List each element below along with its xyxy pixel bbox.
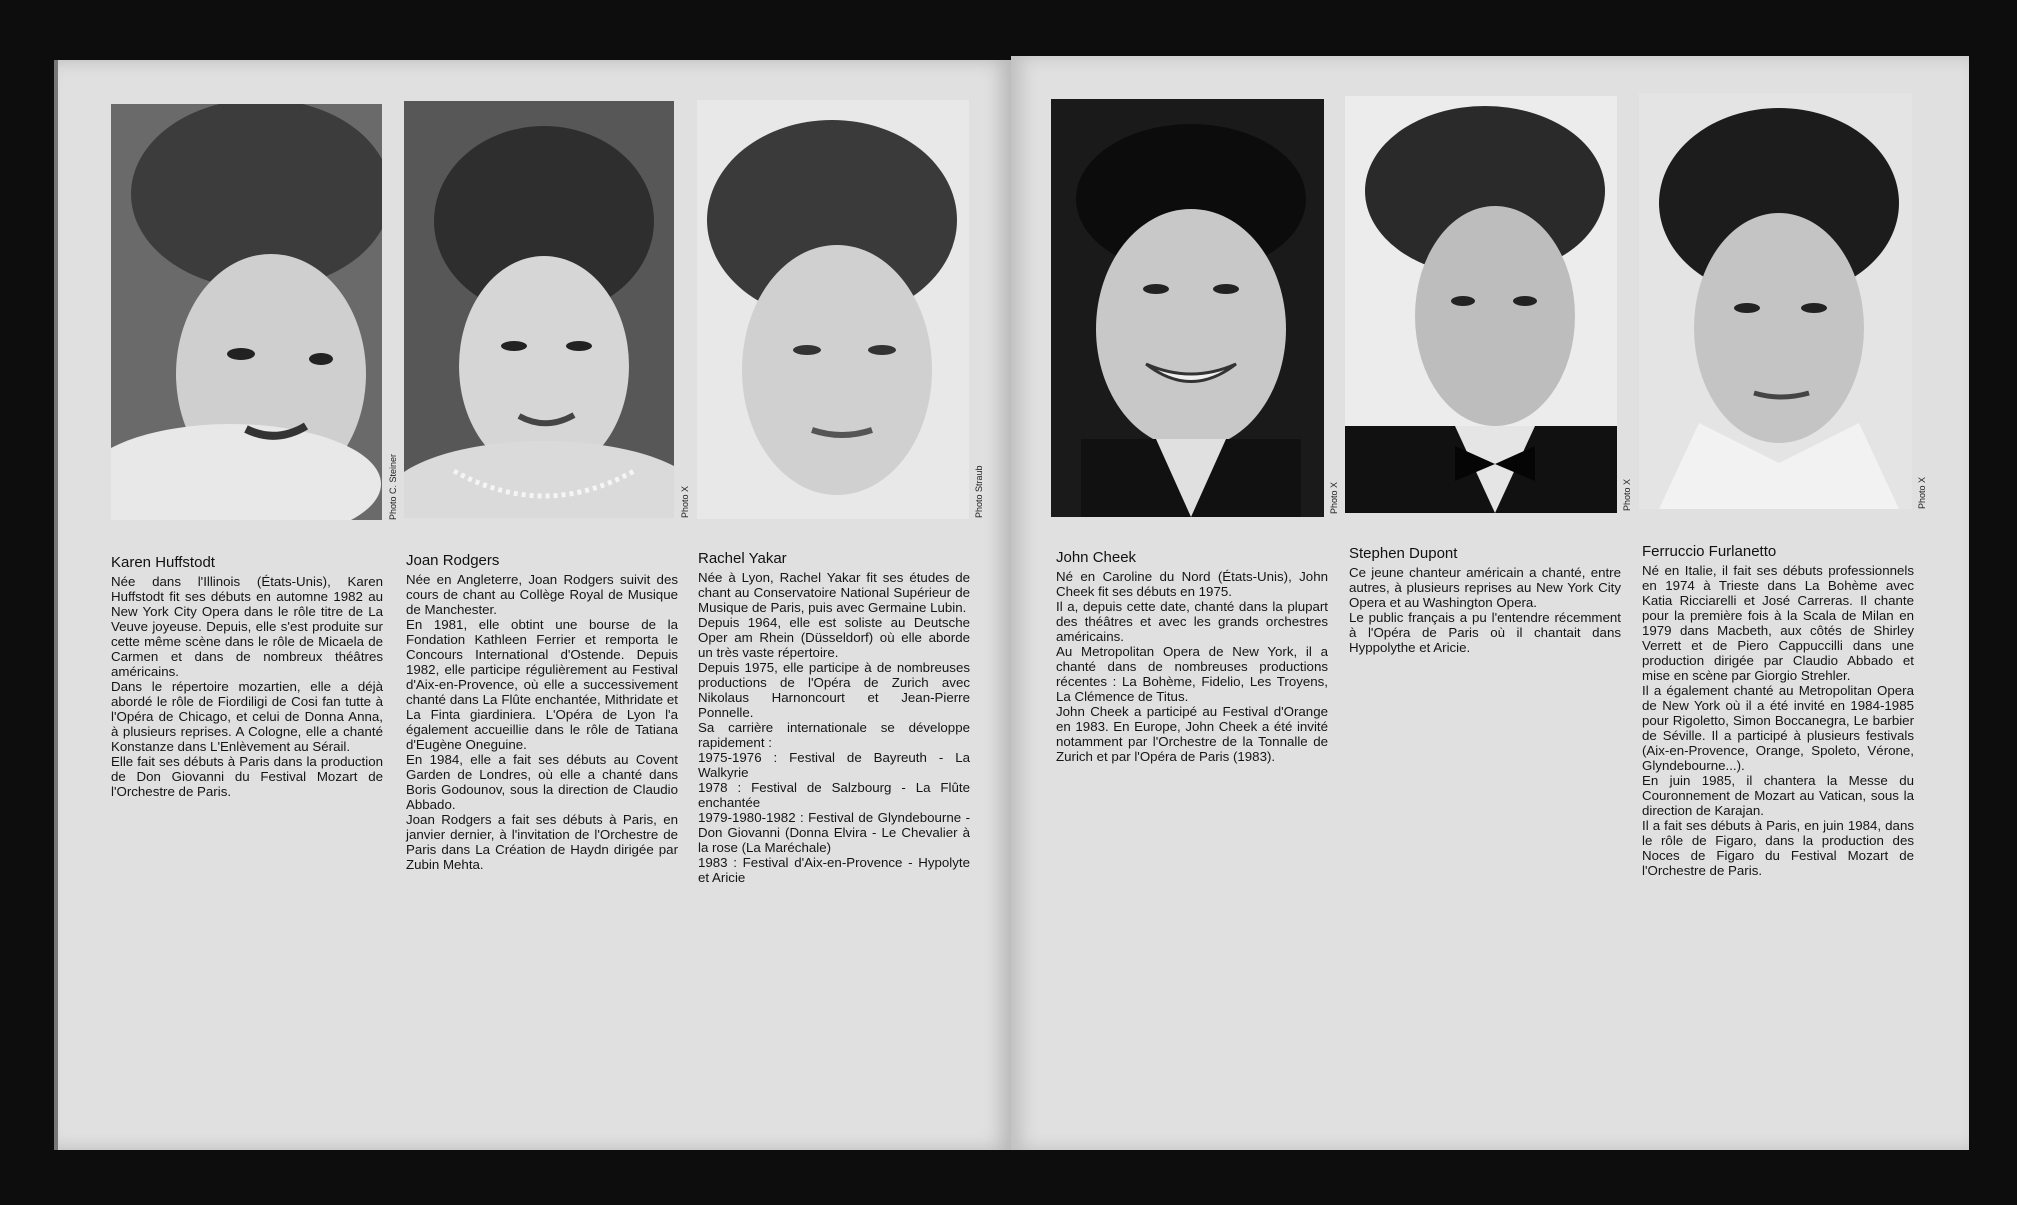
- artist-name-rachel-yakar: Rachel Yakar: [698, 550, 787, 567]
- artist-bio-joan-rodgers: [406, 572, 678, 872]
- bio-paragraph: Il a également chanté au Metropolitan Opera de New York où il a été invité en 1984-1985 pour Rigoletto, Simon Boccanegra, Le barbier de Séville. Il a participé à plusieurs festivals (Aix-en-Provence, Orange, Spoleto, Vérone, Glyndebourne...).: [1642, 683, 1914, 773]
- bio-paragraph: 1978 : Festival de Salzbourg - La Flûte enchantée: [698, 780, 970, 810]
- photo-credit-rachel-yakar: Photo X: [680, 485, 690, 518]
- bio-paragraph: En 1981, elle obtint une bourse de la Fondation Kathleen Ferrier et remporta le Concours International d'Ostende. Depuis 1982, elle participe régulièrement au Festival d'Aix-en-Provence, où elle a successivement chanté dans La Flûte enchantée, Mithridate et La Finta giardiniera. L'Opéra de Lyon l'a également accueillie dans le rôle de Tatiana d'Eugène Oneguine.: [406, 617, 678, 752]
- photo-credit-joan-rodgers: Photo C. Steiner: [388, 453, 398, 520]
- bio-paragraph: 1975-1976 : Festival de Bayreuth - La Walkyrie: [698, 750, 970, 780]
- bio-paragraph: En juin 1985, il chantera la Messe du Couronnement de Mozart au Vatican, sous la direction de Karajan.: [1642, 773, 1914, 818]
- bio-paragraph: 1979-1980-1982 : Festival de Glyndebourne - Don Giovanni (Donna Elvira - Le Chevalier à la rose (La Maréchale): [698, 810, 970, 855]
- portrait-photo-john-cheek: [1051, 99, 1324, 517]
- photo-credit-extra: Photo X: [1917, 476, 1927, 509]
- portrait-photo-rachel-yakar: [697, 100, 969, 519]
- bio-paragraph: Née à Lyon, Rachel Yakar fit ses études de chant au Conservatoire National Supérieur de Musique de Paris, puis avec Germaine Lubin.: [698, 570, 970, 615]
- bio-paragraph: Née en Angleterre, Joan Rodgers suivit des cours de chant au Collège Royal de Musique de Manchester.: [406, 572, 678, 617]
- bio-paragraph: Le public français a pu l'entendre récemment à l'Opéra de Paris où il chantait dans Hyppolythe et Aricie.: [1349, 610, 1621, 655]
- artist-name-john-cheek: John Cheek: [1056, 549, 1137, 566]
- photo-credit-stephen-dupont: Photo X: [1329, 481, 1339, 514]
- bio-paragraph: Elle fait ses débuts à Paris dans la production de Don Giovanni du Festival Mozart de l'Orchestre de Paris.: [111, 754, 383, 799]
- bio-paragraph: Né en Caroline du Nord (États-Unis), John Cheek fit ses débuts en 1975.: [1056, 569, 1328, 599]
- artist-name-joan-rodgers: Joan Rodgers: [406, 552, 500, 569]
- bio-paragraph: Il a fait ses débuts à Paris, en juin 1984, dans le rôle de Figaro, dans la production des Noces de Figaro du Festival Mozart de l'Orchestre de Paris.: [1642, 818, 1914, 878]
- artist-name-karen-huffstodt: Karen Huffstodt: [111, 554, 215, 571]
- artist-name-stephen-dupont: Stephen Dupont: [1349, 545, 1458, 562]
- bio-paragraph: John Cheek a participé au Festival d'Orange en 1983. En Europe, John Cheek a été invité notamment par l'Orchestre de la Tonnalle de Zurich et par l'Opéra de Paris (1983).: [1056, 704, 1328, 764]
- bio-paragraph: Il a, depuis cette date, chanté dans la plupart des théâtres et avec les grands orchestres américains.: [1056, 599, 1328, 644]
- bio-paragraph: Sa carrière internationale se développe rapidement :: [698, 720, 970, 750]
- portrait-photo-ferruccio-furlanetto: [1639, 93, 1912, 509]
- photo-credit-ferruccio-furlanetto: Photo X: [1622, 478, 1632, 511]
- artist-bio-john-cheek: [1056, 569, 1328, 764]
- artist-bio-karen-huffstodt: [111, 574, 383, 799]
- bio-paragraph: Ce jeune chanteur américain a chanté, entre autres, à plusieurs reprises au New York City Opera et au Washington Opera.: [1349, 565, 1621, 610]
- photo-credit-john-cheek: Photo Straub: [974, 465, 984, 518]
- artist-bio-ferruccio-furlanetto: [1642, 563, 1914, 878]
- bio-paragraph: En 1984, elle a fait ses débuts au Covent Garden de Londres, où elle a chanté dans Boris Godounov, sous la direction de Claudio Abbado.: [406, 752, 678, 812]
- bio-paragraph: Joan Rodgers a fait ses débuts à Paris, en janvier dernier, à l'invitation de l'Orchestre de Paris dans La Création de Haydn dirigée par Zubin Mehta.: [406, 812, 678, 872]
- bio-paragraph: Au Metropolitan Opera de New York, il a chanté dans de nombreuses productions récentes : La Bohème, Fidelio, Les Troyens, La Clémence de Titus.: [1056, 644, 1328, 704]
- portrait-photo-karen-huffstodt: [111, 104, 382, 520]
- artist-bio-rachel-yakar: [698, 570, 970, 885]
- portrait-photo-joan-rodgers: [404, 101, 674, 518]
- bio-paragraph: Née dans l'Illinois (États-Unis), Karen Huffstodt fit ses débuts en automne 1982 au New York City Opera dans le rôle titre de La Veuve joyeuse. Depuis, elle s'est produite sur cette même scène dans le rôle de Micaela de Carmen et dans de nombreux théâtres américains.: [111, 574, 383, 679]
- bio-paragraph: 1983 : Festival d'Aix-en-Provence - Hypolyte et Aricie: [698, 855, 970, 885]
- bio-paragraph: Depuis 1975, elle participe à de nombreuses productions de l'Opéra de Zurich avec Nikolaus Harnoncourt et Jean-Pierre Ponnelle.: [698, 660, 970, 720]
- portrait-photo-stephen-dupont: [1345, 96, 1617, 513]
- bio-paragraph: Dans le répertoire mozartien, elle a déjà abordé le rôle de Fiordiligi de Cosi fan tutte à l'Opéra de Chicago, et celui de Donna Anna, à plusieurs reprises. A Cologne, elle a chanté Konstanze dans L'Enlèvement au Sérail.: [111, 679, 383, 754]
- artist-name-ferruccio-furlanetto: Ferruccio Furlanetto: [1642, 543, 1777, 560]
- bio-paragraph: Depuis 1964, elle est soliste au Deutsche Oper am Rhein (Düsseldorf) où elle aborde un très vaste répertoire.: [698, 615, 970, 660]
- artist-bio-stephen-dupont: [1349, 565, 1621, 655]
- bio-paragraph: Né en Italie, il fait ses débuts professionnels en 1974 à Trieste dans La Bohème avec Katia Ricciarelli et José Carreras. Il chante pour la première fois à la Scala de Milan en 1979 dans Macbeth, aux côtés de Shirley Verrett et de Piero Cappuccilli dans une production dirigée par Claudio Abbado et mise en scène par Giorgio Strehler.: [1642, 563, 1914, 683]
- binding-edge: [54, 60, 58, 1150]
